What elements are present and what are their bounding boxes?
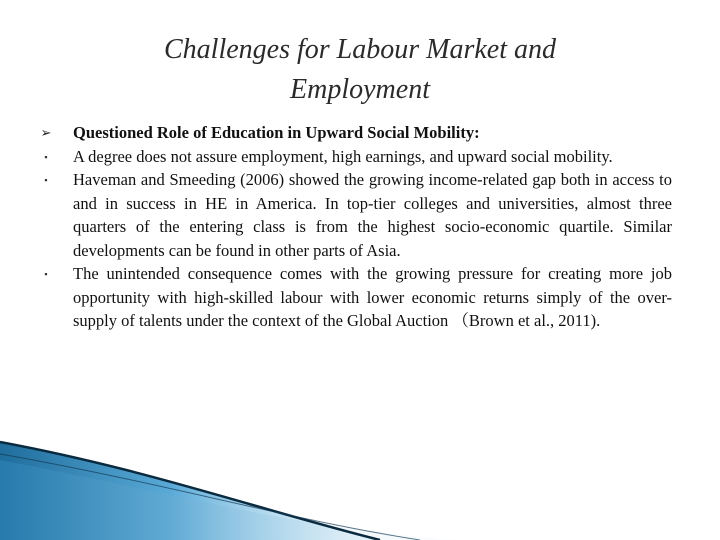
square-bullet-icon: ▪ bbox=[44, 151, 48, 162]
bullet-item-heading bbox=[40, 121, 672, 145]
bullet-item-heading-text: Questioned Role of Education in Upward Social Mobility: bbox=[73, 123, 480, 142]
bullet-item-text: Haveman and Smeeding (2006) showed the growing income-related gap both in access to and in success in HE in America. In top-tier colleges and universities, almost three quarters of the entering class is from the highest socio-economic quartile. Similar developments can be found in other parts of Asia. bbox=[73, 170, 672, 260]
square-bullet-icon: ▪ bbox=[44, 175, 48, 185]
decorative-wave bbox=[0, 440, 720, 540]
bullet-item-text: The unintended consequence comes with the growing pressure for creating more job opportunity with high-skilled labour with lower economic returns simply of the over-supply of talents under the context of the Global Auction （Brown et al., 2011). bbox=[73, 264, 672, 330]
bullet-item bbox=[40, 262, 672, 333]
slide-title-line-2: Employment bbox=[290, 74, 430, 105]
slide-body bbox=[40, 121, 672, 333]
bullet-item bbox=[40, 145, 672, 169]
slide-title bbox=[80, 30, 640, 110]
slide-title-line-1: Challenges for Labour Market and bbox=[164, 34, 556, 65]
bullet-item-text: A degree does not assure employment, high earnings, and upward social mobility. bbox=[73, 146, 613, 166]
arrow-bullet-icon: ➢ bbox=[40, 125, 52, 140]
bullet-item bbox=[40, 168, 672, 262]
square-bullet-icon: ▪ bbox=[44, 269, 48, 279]
